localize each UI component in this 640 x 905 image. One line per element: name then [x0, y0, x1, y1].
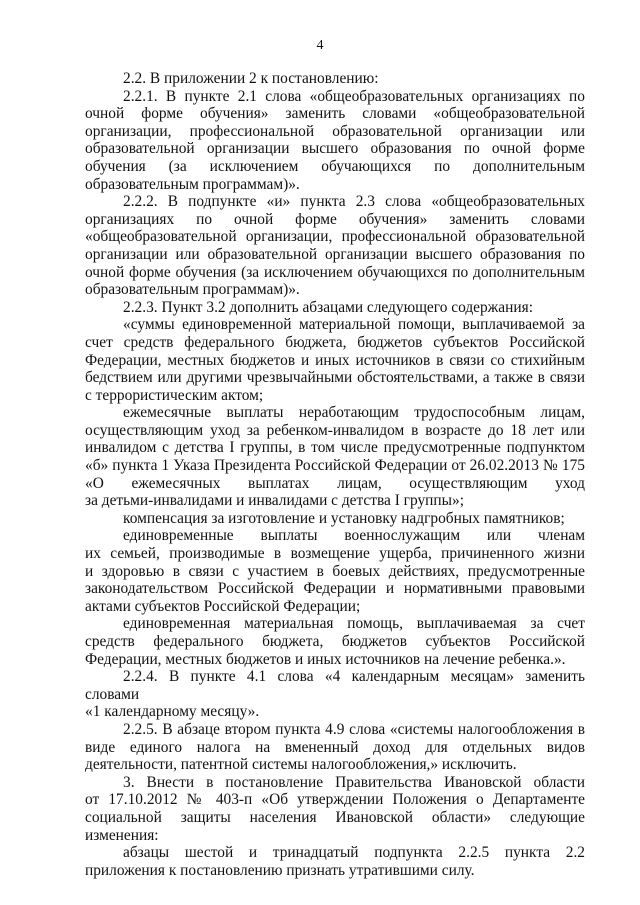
- text-line: и здоровью в связи с участием в боевых действиях, предусмотренные: [85, 562, 585, 580]
- paragraph: [85, 88, 585, 194]
- text-line: очной форме обучения (за исключением обучающихся по дополнительным: [85, 263, 585, 281]
- paragraph: [85, 193, 585, 299]
- text-line: образовательным программам)».: [85, 281, 300, 299]
- text-line: бедствием или другими чрезвычайными обстоятельствами, а также в связи: [85, 369, 585, 387]
- text-line: изменения:: [85, 826, 159, 844]
- text-line: «1 календарному месяцу».: [85, 703, 260, 721]
- text-line: 2.2.5. В абзаце втором пункта 4.9 слова «системы налогообложения в: [123, 720, 585, 738]
- text-line: Федерации, местных бюджетов и иных источников в связи со стихийным: [85, 351, 585, 369]
- text-line: «О ежемесячных выплатах лицам, осуществляющим уход: [85, 474, 585, 492]
- paragraph: [85, 774, 585, 844]
- text-line: деятельности, патентной системы налогообложения,» исключить.: [85, 756, 517, 774]
- text-line: Федерации, местных бюджетов и иных источников на лечение ребенка.».: [85, 650, 566, 668]
- text-line: за детьми-инвалидами и инвалидами с детства I группы»;: [85, 492, 464, 510]
- paragraph: [85, 510, 585, 528]
- text-line: обучения (за исключением обучающихся по дополнительным: [85, 157, 585, 175]
- page-number: 4: [316, 38, 324, 53]
- text-line: образовательной организации высшего образования по очной форме: [85, 140, 585, 158]
- text-line: их семьей, производимые в возмещение ущерба, причиненного жизни: [85, 545, 585, 563]
- text-line: счет средств федерального бюджета, бюджетов субъектов Российской: [85, 333, 585, 351]
- paragraph: [85, 844, 585, 879]
- text-line: приложения к постановлению признать утратившими силу.: [85, 861, 475, 879]
- text-line: организациях по очной форме обучения» заменить словами: [85, 210, 585, 228]
- paragraph: [85, 721, 585, 774]
- text-line: социальной защиты населения Ивановской области» следующие: [85, 808, 585, 826]
- text-line: инвалидом с детства I группы, в том числе предусмотренные подпунктом: [85, 439, 585, 457]
- text-line: законодательством Российской Федерации и нормативными правовыми: [85, 580, 585, 598]
- text-line: актами субъектов Российской Федерации;: [85, 597, 361, 615]
- paragraph: [85, 316, 585, 404]
- text-line: компенсация за изготовление и установку надгробных памятников;: [123, 509, 565, 527]
- text-line: 2.2.1. В пункте 2.1 слова «общеобразовательных организациях по: [123, 87, 585, 105]
- text-line: 3. Внести в постановление Правительства Ивановской области: [123, 773, 585, 791]
- text-line: единовременная материальная помощь, выплачиваемая за счет: [123, 615, 585, 633]
- paragraph: [85, 404, 585, 510]
- text-line: с террористическим актом;: [85, 386, 264, 404]
- paragraph: [85, 703, 585, 721]
- text-line: «суммы единовременной материальной помощи, выплачиваемой за: [123, 316, 585, 334]
- text-line: образовательным программам)».: [85, 175, 300, 193]
- text-line: осуществляющим уход за ребенком-инвалидом в возрасте до 18 лет или: [85, 421, 585, 439]
- text-line: 2.2.3. Пункт 3.2 дополнить абзацами следующего содержания:: [123, 298, 533, 316]
- paragraph: [85, 299, 585, 317]
- paragraph: [85, 527, 585, 615]
- text-line: 2.2.2. В подпункте «и» пункта 2.3 слова «общеобразовательных: [123, 193, 585, 211]
- text-line: «общеобразовательной организации, профессиональной образовательной: [85, 228, 585, 246]
- text-line: виде единого налога на вмененный доход для отдельных видов: [85, 738, 585, 756]
- text-line: «б» пункта 1 Указа Президента Российской Федерации от 26.02.2013 № 175: [85, 457, 585, 475]
- text-line: 2.2. В приложении 2 к постановлению:: [123, 70, 379, 87]
- text-line: абзацы шестой и тринадцатый подпункта 2.2.5 пункта 2.2: [123, 844, 585, 862]
- text-line: организации или образовательной организации высшего образования по: [85, 245, 585, 263]
- text-line: единовременные выплаты военнослужащим или членам: [123, 527, 585, 545]
- text-line: очной форме обучения» заменить словами «общеобразовательной: [85, 105, 585, 123]
- text-line: средств федерального бюджета, бюджетов субъектов Российской: [85, 633, 585, 650]
- paragraph: [85, 668, 585, 703]
- text-line: от 17.10.2012 № 403-п «Об утверждении Положения о Департаменте: [85, 791, 585, 809]
- document-body: [85, 70, 585, 879]
- text-line: ежемесячные выплаты неработающим трудоспособным лицам,: [123, 404, 585, 422]
- paragraph: [85, 70, 585, 88]
- text-line: словами: [85, 685, 140, 703]
- text-line: 2.2.4. В пункте 4.1 слова «4 календарным месяцам» заменить: [123, 668, 585, 686]
- text-line: организации, профессиональной образовательной организации или: [85, 122, 585, 140]
- paragraph: [85, 615, 585, 668]
